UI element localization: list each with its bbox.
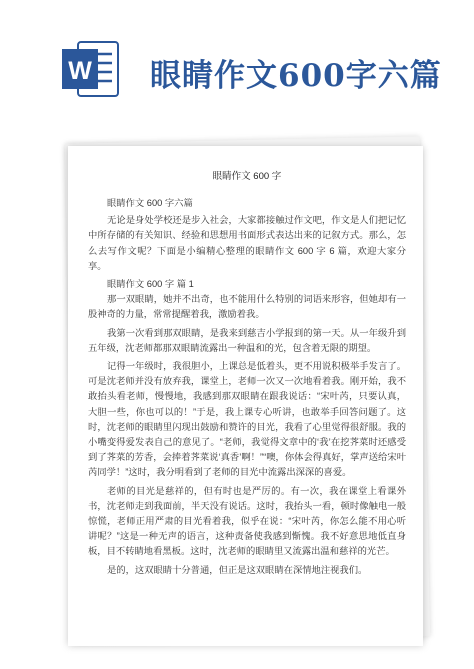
bottom-fade xyxy=(0,639,474,669)
document-page xyxy=(68,146,423,646)
header xyxy=(0,0,474,120)
word-icon-letter: W xyxy=(68,57,92,85)
body-paragraph: 老师的目光是慈祥的，但有时也是严厉的。有一次，我在课堂上看课外书，沈老师走到我面前，半天没有说话。这时，我抬头一看，顿时像触电一般惊慌，老师正用严肃的目光看着我，似乎在说：“宋叶芮，你怎么能不用心听讲呢？”这是一种无声的语言，这种责备使我感到惭愧。我不好意思地低直身板，目不转睛地看黑板。这时，沈老师的眼睛里又流露出温和慈祥的光芒。 xyxy=(88,485,406,557)
word-icon xyxy=(60,40,120,98)
body-paragraph: 那一双眼睛，她并不出奇，也不能用什么特别的词语来形容，但她却有一股神奇的力量，常常提醒着我，激励着我。 xyxy=(88,294,406,320)
section-heading: 眼睛作文 600 字 篇 1 xyxy=(107,279,194,290)
document-content xyxy=(88,168,406,581)
intro-paragraph: 无论是身处学校还是步入社会，大家都接触过作文吧，作文是人们把记忆中所存储的有关知识、经验和思想用书面形式表达出来的记叙方式。那么，怎么去写作文呢？下面是小编精心整理的眼睛作文 600 字 6 篇，欢迎大家分享。 xyxy=(88,215,406,271)
page-title: 眼睛作文600字六篇 xyxy=(150,58,442,94)
document-subtitle: 眼睛作文 600 字六篇 xyxy=(107,198,193,208)
body-paragraph: 是的，这双眼睛十分普通，但正是这双眼睛在深情地注视我们。 xyxy=(107,564,368,575)
document-title: 眼睛作文 600 字 xyxy=(212,171,282,182)
body-paragraph: 记得一年级时，我很胆小，上课总是低着头，更不用说积极举手发言了。可是沈老师并没有放弃我，课堂上，老师一次又一次地看着我。刚开始，我不敢抬头看老师，慢慢地，我感到那双眼睛在跟我说话：“宋叶芮，只要认真，大胆一些，你也可以的！”于是，我上课专心听讲，也敢举手回答问题了。这时，沈老师的眼睛里闪现出鼓励和赞许的目光，我看了心里觉得很舒服。我的小嘴变得爱发表自己的意见了。“老师，我觉得文章中的‘我’在挖荠菜时还感受到了荠菜的芳香，会捧着荠菜说‘真香’啊！”“噢，你体会得真好，掌声送给宋叶芮同学！”这时，我分明看到了老师的目光中流露出深深的喜爱。 xyxy=(88,361,406,478)
body-paragraph: 我第一次看到那双眼睛，是我来到慈吉小学报到的第一天。从一年级升到五年级，沈老师都那双眼睛流露出一种温和的光，包含着无限的期望。 xyxy=(88,327,406,353)
